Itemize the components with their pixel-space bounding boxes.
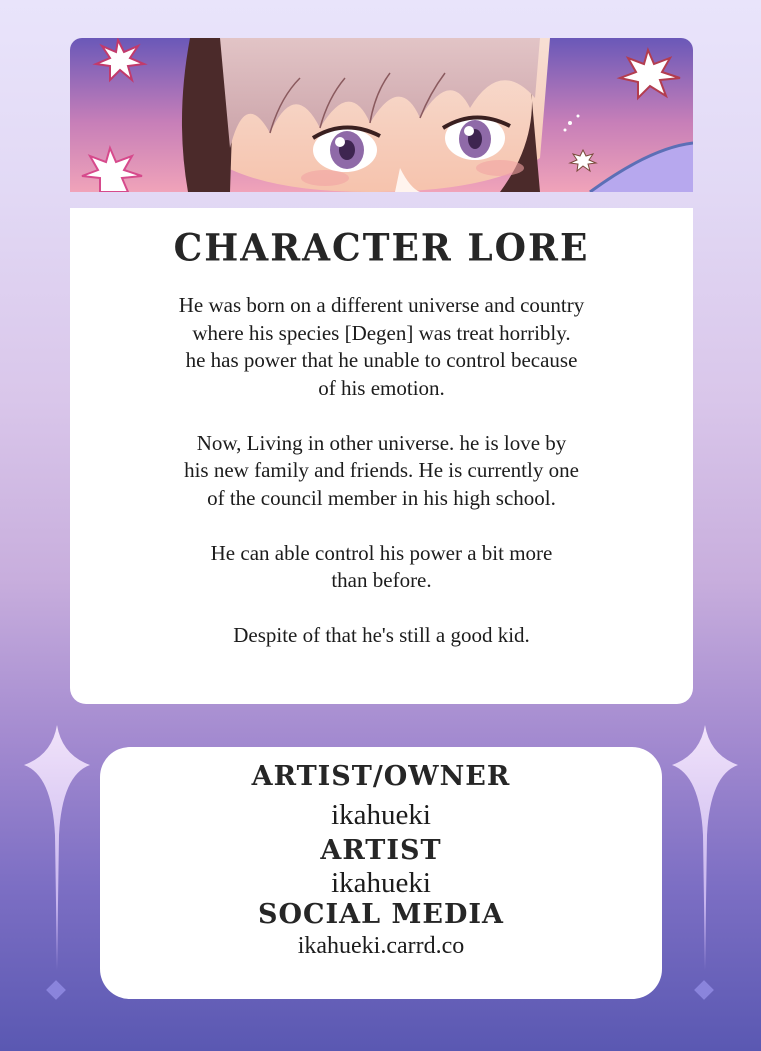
lore-paragraph: Despite of that he's still a good kid. [233,623,530,647]
social-media-label: SOCIAL MEDIA [258,899,504,930]
artist-owner-label: ARTIST/OWNER [251,761,511,792]
character-banner-art [70,38,693,192]
artist-label: ARTIST [320,835,442,866]
lore-paragraph: He was born on a different universe and country where his species [Degen] was treat horribly. he has power that he unable to control because of his emotion. [178,293,585,400]
credits-card [100,747,662,999]
right-sparkle-icon [672,725,738,1005]
artist-owner-value: ikahueki [331,799,431,831]
artist-value: ikahueki [331,867,431,899]
social-media-link[interactable]: ikahueki.carrd.co [297,933,465,959]
left-sparkle-icon [24,725,90,1005]
lore-paragraph: He can able control his power a bit more than before. [210,540,553,592]
lore-paragraph: Now, Living in other universe. he is love by his new family and friends. He is currently one of the council member in his high school. [184,430,579,510]
lore-body [70,292,693,650]
lore-title: CHARACTER LORE [173,225,590,271]
character-lore-card [70,208,693,704]
